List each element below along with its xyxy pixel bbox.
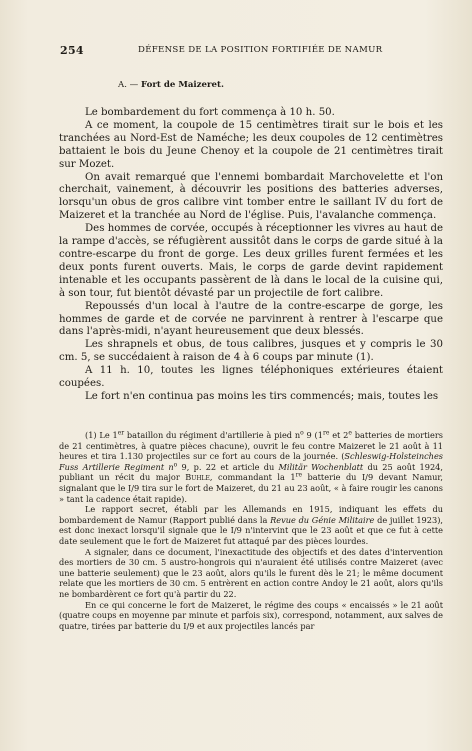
main-text	[59, 107, 443, 404]
page-number: 254	[60, 44, 84, 57]
paragraph: Les shrapnels et obus, de tous calibres, jusques et y compris le 30 cm. 5, se succédaient à raison de 4 à 6 coups par minute (1).	[59, 339, 443, 364]
section-heading	[118, 80, 224, 90]
footnote-paragraph: En ce qui concerne le fort de Maizeret, le régime des coups « encaissés » le 21 août (quatre coups en moyenne par minute et parfois six), correspond, notamment, aux salves de quatre, tirées par batterie du I/9 et aux projectiles lancés par	[59, 599, 443, 631]
running-header	[60, 44, 436, 58]
paragraph: Des hommes de corvée, occupés à réceptionner les vivres au haut de la rampe d'accès, se réfugièrent aussitôt dans le corps de garde situé à la contre-escarpe du front de gorge. Les deux grilles furent fermées et les deux ponts furent ouverts. Mais, le corps de garde devint rapidement intenable et les occupants passèrent de là dans le local de la cuisine qui, à son tour, fut bientôt dévasté par un projectile de fort calibre.	[59, 223, 443, 299]
section-letter: A. —	[118, 80, 141, 90]
paragraph: A 11 h. 10, toutes les lignes téléphoniques extérieures étaient coupées.	[59, 365, 443, 390]
running-title: DÉFENSE DE LA POSITION FORTIFIÉE DE NAMUR	[138, 45, 383, 55]
footnote-paragraph: Le rapport secret, établi par les Allemands en 1915, indiquant les effets du bombardement de Namur (Rapport publié dans la Revue du Génie Militaire de juillet 1923), est donc inexact lorsqu'il signale que le I/9 n'intervint que le 23 août et que ce fut à cette date seulement que le fort de Maizeret fut attaqué par des pièces lourdes.	[59, 504, 443, 546]
paragraph: Repoussés d'un local à l'autre de la contre-escarpe de gorge, les hommes de garde et de corvée ne parvinrent à rentrer à l'escarpe que dans l'après-midi, n'ayant heureusement que deux blessés.	[59, 300, 443, 338]
footnotes	[59, 430, 443, 631]
paragraph: Le fort n'en continua pas moins les tirs commencés; mais, toutes les	[85, 390, 439, 402]
paragraph: On avait remarqué que l'ennemi bombardait Marchovelette et l'on cherchait, vainement, à découvrir les positions des batteries adverses, lorsqu'un obus de gros calibre vint tomber entre le saillant IV du fort de Maizeret et la tranchée au Nord de l'église. Puis, l'avalanche commença.	[59, 171, 443, 222]
paragraph: Le bombardement du fort commença à 10 h. 50.	[85, 107, 335, 118]
footnote-paragraph: A signaler, dans ce document, l'inexactitude des objectifs et des dates d'intervention des mortiers de 30 cm. 5 austro-hongrois qui n'auraient été utilisés contre Maizeret (avec une batterie seulement) que le 23 août, alors qu'ils le furent dès le 21; le même document relate que les mortiers de 30 cm. 5 entrèrent en action contre Andoy le 21 août, alors qu'ils ne bombardèrent ce fort qu'à partir du 22.	[59, 546, 443, 599]
section-title: Fort de Maizeret.	[141, 80, 224, 90]
footnote-1: (1) Le 1er bataillon du régiment d'artillerie à pied $n^o$ 9 (1re et 2e batteries de mortiers de 21 centimètres, à quatre pièces chacune), ouvrit le feu contre Maizeret le 21 août à 11 heures et tira 1.130 projectiles sur ce fort au cours de la journée. (Schleswig-Holsteinches Fuss Artillerie Regiment $n^o$ 9, p. 22 et article du Militär Wochenblatt du 25 août 1924, publiant un récit du major Buhle, commandant la 1re batterie du I/9 devant Namur, signalant que le I/9 tira sur le fort de Maizeret, du 21 au 23 août, « à faire rougir les canons » tant la cadence était rapide).	[59, 429, 443, 504]
paragraph: A ce moment, la coupole de 15 centimètres tirait sur le bois et les tranchées au Nord-Est de Naméche; les deux coupoles de 12 centimètres battaient le bois du Jeune Chenoy et la coupole de 21 centimètres tirait sur Mozet.	[59, 119, 443, 170]
